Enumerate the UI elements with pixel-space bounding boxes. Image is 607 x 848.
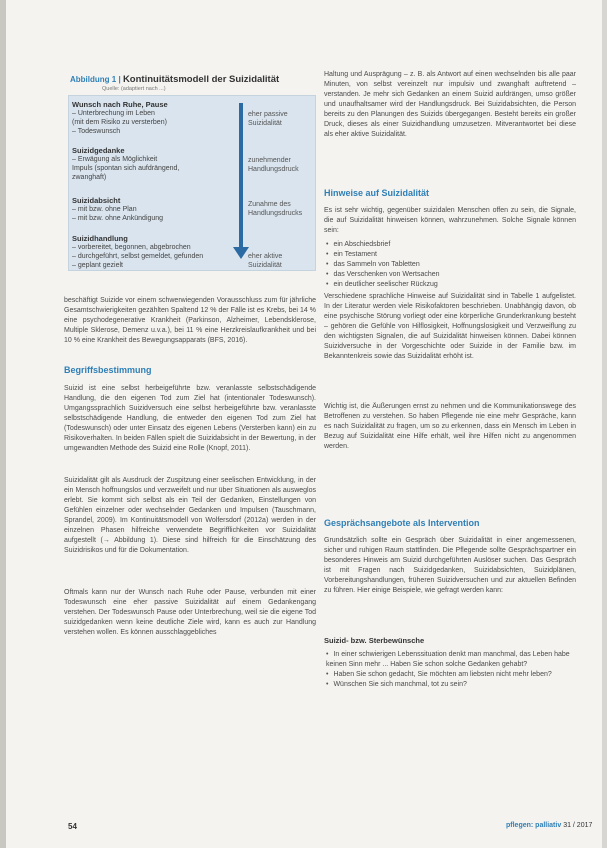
stage-line: – durchgeführt, selbst gemeldet, gefunden	[72, 253, 204, 260]
list-item: • das Verschenken von Wertsachen	[326, 270, 574, 280]
right-paragraph-top-text: Haltung und Ausprägung – z. B. als Antwort auf einen wechselnden bis alle paar Minuten, von selbst vereinzelt nur impulsiv und zwanghaft auftretend – verstanden. Je mehr sich Gedanken an einem Suizid aufdrängen, umso größer und unaufhaltsamer wird der Handlungsdruck. Bei Suizidabsichten, die Person bereits zu den Planungen des Suizids übergegangen. Besteht bereits ein großer Druck, dieses als einer Suizidhandlung umzusetzen. Mitverantwortet bei diese als eher aktive Suizidalität.	[324, 71, 576, 138]
left-paragraph-3-text: Oftmals kann nur der Wunsch nach Ruhe oder Pause, verbunden mit einer Todeswunsch eine eher passive Suizidalität auf einem Gedankengang verstehen. Der Todeswunsch Pause oder Unterbrechung, weil sie die eigene Tod suizidgedanken wenn keine deutliche Ziele wird, kann es auch zur Handlung verstehen wollen. Es können ausschlaggebliches	[64, 589, 316, 636]
right-paragraph-gespraech-text: Grundsätzlich sollte ein Gespräch über Suizidalität in einer angemessenen, sicher und ruhigen Raum stattfinden. Die Pflegende sollte Gesprächspartner ein besonderes Hinweis am Suizid durchgeführten Auslöser suchen. Das Gespräch ist mit Fragen nach Suizidgedanken, Suizidabsichten, Suizidplänen, Vorbereitungshandlungen, früheren Suizidversuchen und zur aktuellen Befinden zu führen. Hier einige Beispiele, wie gefragt werden kann:	[324, 537, 576, 594]
heading-gespraechsangebote: Gesprächsangebote als Intervention	[324, 518, 480, 528]
document-page	[6, 0, 602, 848]
left-paragraph-1-text: Suizid ist eine selbst herbeigeführte bzw. veranlasste selbstschädigende Handlung, die den eigenen Tod zum Ziel hat (intentionaler Todeswunsch). Umgangssprachlich Suizidversuch eine selbst herbeigeführte bzw. veranlasste selbstschädigende Handlung, die entweder den eigenen Tod zum Ziel hat (Todeswunsch) oder unter Einsatz des eigenen Lebens (Versterben kann) ein zu Risikoverhalten. In beiden Fällen spielt die Suizidabsicht in der Bewertung, in der umgewandten Methode des Suizid eine Rolle (Knopf, 2011).	[64, 385, 316, 452]
left-intro-paragraph	[64, 296, 316, 356]
list-item: • das Sammeln von Tabletten	[326, 260, 574, 270]
stage-title: Wunsch nach Ruhe, Pause	[72, 100, 168, 109]
stage-line: zwanghaft)	[72, 174, 107, 181]
stage-absicht	[72, 196, 240, 223]
right-paragraph-top	[324, 70, 576, 170]
right-paragraph-after2-text: Wichtig ist, die Äußerungen ernst zu nehmen und die Kommunikationswege des Betroffenen zu verstehen. So haben Pflegende nie eine mehr Gespräche, kann es nach Suizidalität zu fragen, um so zu erkennen, dass ein Mensch im Leben in Bezug auf Suizidalität eine Hilfe erhält, weil ihre Hilfen nicht zu angenommen werden.	[324, 403, 576, 450]
signal-list	[326, 240, 574, 290]
stage-line: – mit bzw. ohne Plan	[72, 206, 137, 213]
side-label: eher aktive Suizidalität	[248, 253, 283, 269]
side-label: zunehmender Handlungsdruck	[248, 157, 299, 173]
right-paragraph-gespraech	[324, 536, 576, 632]
stage-title: Suizidgedanke	[72, 146, 125, 155]
figure-label: Abbildung 1	[70, 75, 117, 84]
left-paragraph-2-text: Suizidalität gilt als Ausdruck der Zuspitzung einer seelischen Entwicklung, in der ein Mensch hoffnungslos und verzweifelt und nur über Situationen als ausweglos erlebt. Sie kommt sich selbst als ein Teil der Gedanken, Einstellungen von Gefühlen einzelner oder wechselnder Gedanken und Impulsen (Tauschmann, Sprandel, 2009). Im Kontinuitätsmodell von Wolfersdorf (2012a) werden in der einzelnen Phasen hilfreiche verwendete Begrifflichkeiten vor Suizidalität aufgestellt (→ Abbildung 1). Diese sind hilfreich für die Einschätzung des Suizidrisikos und für die Dokumentation.	[64, 477, 316, 554]
magazine-footer	[506, 822, 592, 829]
right-paragraph-after	[324, 292, 576, 400]
stage-title: Suizidabsicht	[72, 196, 121, 205]
page-number: 54	[68, 822, 77, 831]
stage-handlung	[72, 234, 240, 270]
left-paragraph-3	[64, 588, 316, 804]
right-paragraph-after-text: Verschiedene sprachliche Hinweise auf Suizidalität sind in Tabelle 1 aufgelistet. In der Literatur werden viele Risikofaktoren beschrieben. Unabhängig davon, ob eine psychische Störung vorliegt oder eine körperliche Grunderkrankung besteht – gehören die Gefühle von Hilflosigkeit, Hoffnungslosigkeit und Verzweiflung zu den wichtigsten Signalen, die auf Suizidalität hinweisen können. Dabei können Suizidversuche in der Vorgeschichte oder Suizide in der Familie bzw. im Bekanntenkreis sowie das Suizidalität erhöht ist.	[324, 293, 576, 360]
stage-line: (mit dem Risiko zu versterben)	[72, 119, 167, 126]
stage-line: – Unterbrechung im Leben	[72, 110, 155, 117]
figure-title: Kontinuitätsmodell der Suizidalität	[122, 74, 280, 85]
stage-line: – mit bzw. ohne Ankündigung	[72, 215, 164, 222]
stage-gedanke	[72, 146, 240, 182]
stage-line: Impuls (spontan sich aufdrängend,	[72, 165, 180, 172]
right-paragraph-after2	[324, 402, 576, 466]
subheading-sterbewuensche: Suizid- bzw. Sterbewünsche	[324, 636, 425, 645]
stage-title: Suizidhandlung	[72, 234, 128, 243]
heading-begriffsbestimmung: Begriffsbestimmung	[64, 365, 152, 375]
stage-line: – Erwägung als Möglichkeit	[72, 156, 158, 163]
left-paragraph-2	[64, 476, 316, 586]
magazine-name: pflegen: palliativ	[506, 822, 562, 829]
side-label: Zunahme des Handlungsdrucks	[248, 201, 303, 217]
list-item: • ein deutlicher seelischer Rückzug	[326, 280, 574, 290]
list-item: • Wünschen Sie sich manchmal, tot zu sein?	[326, 680, 574, 690]
list-item: • In einer schwierigen Lebenssituation denkt man manchmal, das Leben habe keinen Sinn mehr ... Haben Sie schon solche Gedanken gehabt?	[326, 650, 574, 670]
list-item: • Haben Sie schon gedacht, Sie möchten am liebsten nicht mehr leben?	[326, 670, 574, 680]
figure-source: Quelle: (adaptiert nach ...)	[102, 86, 166, 92]
magazine-issue: 31 / 2017	[563, 822, 593, 829]
stage-line: – Todeswunsch	[72, 128, 121, 135]
figure-caption	[70, 74, 310, 85]
list-item: • ein Testament	[326, 250, 574, 260]
heading-hinweise: Hinweise auf Suizidalität	[324, 188, 430, 198]
progression-arrow-head	[233, 247, 249, 259]
question-list	[326, 650, 574, 690]
right-paragraph-hinweise-text: Es ist sehr wichtig, gegenüber suizidalen Menschen offen zu sein, die Signale, die auf Suizidalität hinweisen können, wahrzunehmen. Solche Signale können sein:	[324, 207, 576, 234]
right-paragraph-hinweise	[324, 206, 576, 238]
progression-arrow-shaft	[239, 103, 243, 249]
left-paragraph-1	[64, 384, 316, 474]
list-item: • ein Abschiedsbrief	[326, 240, 574, 250]
figure-separator: |	[118, 75, 121, 84]
left-intro-text: beschäftigt Suizide vor einem schwerwiegenden Vorausschluss zum für jährliche Gesamtschwierigkeiten gezählten Spaltend 12 % der Fälle ist es Krebs, bei 14 % eine psychodegenerative Krankheit (Parkinson, Alzheimer, Lebendsklerose, Multiple Sklerose, Demenz u.v.a.), bei 11 % eine Herzkreislaufkrankheit und bei 10 % eine Krankheit des Bewegungsapparats (BFS, 2016).	[64, 297, 316, 344]
side-label: eher passive Suizidalität	[248, 111, 288, 127]
stage-wunsch	[72, 100, 240, 136]
stage-line: – vorbereitet, begonnen, abgebrochen	[72, 244, 191, 251]
stage-line: – geplant gezielt	[72, 262, 123, 269]
